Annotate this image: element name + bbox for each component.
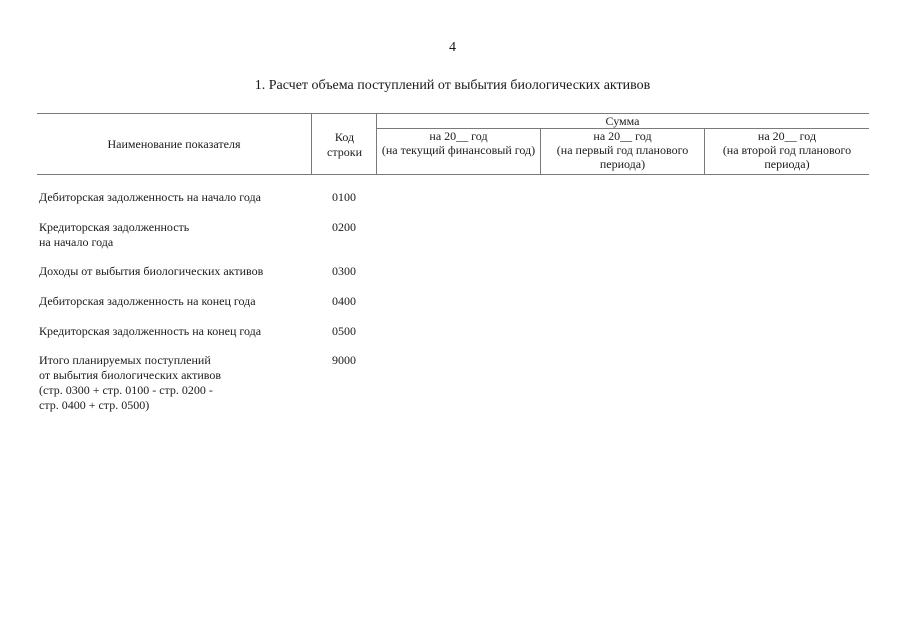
section-title: 1. Расчет объема поступлений от выбытия биологических активов (254, 78, 651, 93)
row-code: 0200 (332, 220, 356, 234)
row-code: 0400 (332, 294, 356, 308)
header-bottom-border (37, 174, 869, 175)
header-sum: Сумма (605, 114, 640, 128)
year2-year3-divider (704, 128, 705, 174)
year1-year2-divider (540, 128, 541, 174)
header-year-current: на 20__ год (на текущий финансовый год) (381, 129, 536, 157)
row-code: 0100 (332, 190, 356, 204)
row-code: 0300 (332, 264, 356, 278)
row-name: Кредиторская задолженность на конец года (39, 324, 262, 338)
header-code: Код строки (327, 130, 362, 159)
row-name: Дебиторская задолженность на начало года (39, 190, 261, 204)
header-year-second-planning: на 20__ год (на второй год планового периода) (722, 129, 852, 171)
row-name: Дебиторская задолженность на конец года (39, 294, 256, 308)
row-code: 0500 (332, 324, 356, 338)
name-code-divider (311, 113, 312, 174)
page-number: 4 (449, 40, 456, 55)
row-name: Доходы от выбытия биологических активов (39, 264, 264, 278)
row-name: Кредиторская задолженность на начало года (39, 220, 190, 249)
row-name: Итого планируемых поступлений от выбытия биологических активов (стр. 0300 + стр. 0100 - стр. 0200 - стр. 0400 + стр. 0500) (39, 353, 222, 412)
header-name: Наименование показателя (107, 137, 241, 151)
row-code: 9000 (332, 353, 356, 367)
header-year-first-planning: на 20__ год (на первый год планового периода) (556, 129, 689, 171)
